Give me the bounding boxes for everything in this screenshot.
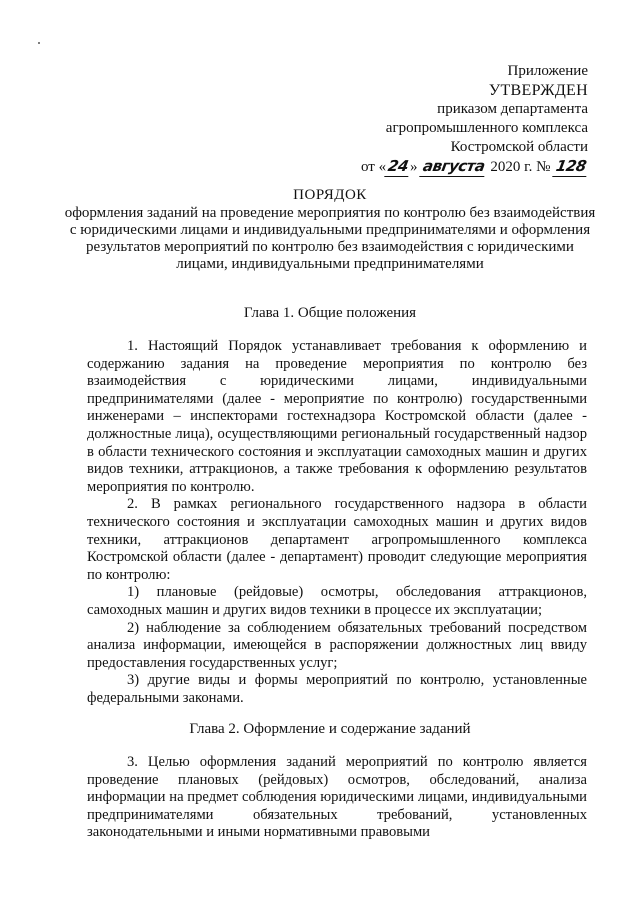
date-suffix: 2020 г. №: [490, 159, 551, 175]
chapter-2-heading: Глава 2. Оформление и содержание заданий: [189, 721, 471, 737]
appendix-label: Приложение: [507, 63, 588, 79]
chapter-2-body: [87, 754, 587, 842]
chapter-1-heading: Глава 1. Общие положения: [243, 305, 417, 321]
handwritten-number: 128: [552, 157, 589, 177]
order-line-2: агропромышленного комплекса: [385, 120, 588, 136]
chapter-1-body: [87, 338, 587, 707]
paragraph: 3. Целью оформления заданий мероприятий по контролю является проведение плановых (рейдовых) осмотров, обследований, анализа информации на предмет соблюдения юридическими лицами, индивидуальными предпринимателями обязательных требований, установленных законодательными и иными нормативными правовыми: [87, 754, 587, 841]
approval-stamp-block: [361, 62, 588, 177]
paragraph: 1. Настоящий Порядок устанавливает требования к оформлению и содержанию задания на проведение мероприятия по контролю без взаимодействия с юридическими лицами, индивидуальными предпринимателями (далее - мероприятие по контролю) государственными инженерами – инспекторами гостехнадзора Костромской области (далее - должностные лица), осуществляющими региональный государственный надзор в области технического состояния и эксплуатации самоходных машин и других видов техники, аттракционов, а также требования к оформлению результатов мероприятия по контролю.: [87, 338, 587, 495]
list-item: 1) плановые (рейдовые) осмотры, обследования аттракционов, самоходных машин и других видов техники в процессе их эксплуатации;: [87, 584, 587, 618]
order-date-line: [361, 157, 588, 177]
title-text: оформления заданий на проведение мероприятия по контролю без взаимодействия с юридическими лицами и индивидуальными предпринимателями и оформления результатов мероприятий по контролю без взаимодействия с юридическими лицами, индивидуальными предпринимателями: [64, 205, 596, 272]
order-line-1: приказом департамента: [437, 101, 588, 117]
approved-label: УТВЕРЖДЕН: [488, 82, 588, 99]
handwritten-day: 24: [384, 157, 411, 177]
document-title: [60, 187, 600, 273]
list-item: 2) наблюдение за соблюдением обязательных требований посредством анализа информации, имеющейся в распоряжении должностных лиц ввиду предоставления государственных услуг;: [87, 619, 587, 671]
handwritten-month: августа: [419, 157, 488, 177]
title-heading: ПОРЯДОК: [293, 187, 367, 203]
order-line-3: Костромской области: [450, 139, 588, 155]
paragraph: 2. В рамках регионального государственного надзора в области технического состояния и эксплуатации самоходных машин и других видов техники, аттракционов департамент агропромышленного комплекса Костромской области (далее - департамент) проводит следующие мероприятия по контролю:: [87, 496, 587, 583]
date-prefix: от «: [360, 159, 387, 175]
scan-speck: [38, 42, 40, 44]
date-mid: »: [409, 159, 418, 175]
list-item: 3) другие виды и формы мероприятий по контролю, установленные федеральными законами.: [87, 672, 587, 706]
